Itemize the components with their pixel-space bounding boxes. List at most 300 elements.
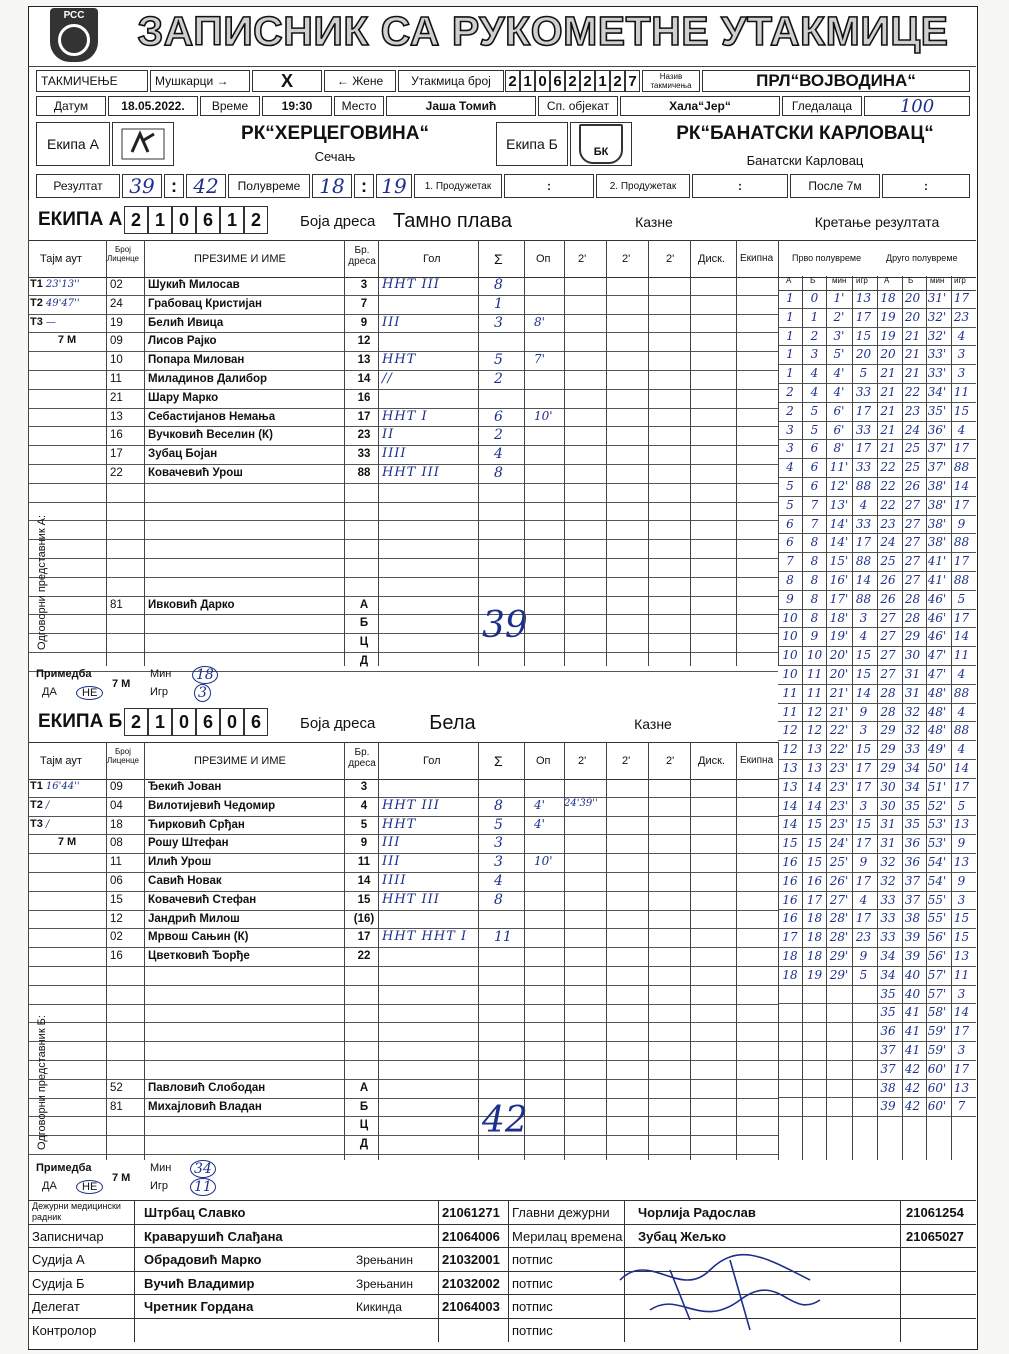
progress-second-cell: 48' — [927, 723, 947, 738]
progress-first-cell: 5 — [810, 403, 819, 418]
progress-second-cell: 31' — [927, 291, 947, 305]
progress-first-cell: 22' — [829, 723, 849, 738]
progress-second-cell: 13 — [953, 855, 970, 869]
progress-first-cell: 2 — [786, 403, 794, 418]
progress-second-cell: 47' — [927, 648, 947, 663]
progress-second-cell: 42 — [904, 1080, 921, 1095]
progress-first-cell: 20 — [855, 347, 872, 362]
progress-first-cell: 8 — [810, 610, 819, 625]
team-a-logo — [112, 122, 174, 166]
progress-second-cell: 37 — [880, 1061, 896, 1076]
progress-second-cell: 29 — [880, 761, 896, 775]
footer-label: Судија А — [32, 1252, 85, 1267]
progress-first-cell: 0 — [810, 291, 819, 305]
progress-first-cell: 19' — [829, 629, 849, 644]
progress-second-cell: 26 — [904, 479, 921, 493]
progress-second-cell: 88 — [953, 723, 970, 738]
progress-second-cell: 17 — [953, 610, 970, 625]
rss-logo — [50, 8, 98, 62]
player-goal-tally: HHT III — [382, 891, 440, 907]
progress-second-cell: 3 — [957, 366, 966, 381]
progress-first-cell: 13 — [855, 291, 872, 305]
progress-first-cell: 17 — [806, 892, 823, 907]
player-goal-tally: IIII — [382, 446, 407, 462]
player-goal-sum: 8 — [494, 891, 503, 908]
player-name: Грабовац Кристијан — [148, 297, 262, 310]
progress-first-cell: 14 — [855, 573, 872, 587]
progress-first-cell: 17 — [855, 309, 872, 324]
player-name: Шару Марко — [148, 391, 219, 404]
team_a-player-row — [28, 352, 778, 371]
progress-first-cell: 13 — [782, 779, 798, 794]
progress-second-cell: 14 — [953, 761, 970, 775]
player-goal-sum: 2 — [494, 371, 503, 387]
player-licence: 06 — [110, 875, 123, 887]
team-a-col-headers — [28, 240, 976, 278]
team_b-official-row — [28, 1099, 778, 1118]
footer-label2: потпис — [512, 1275, 553, 1291]
match-number-label: Утакмица број — [398, 70, 504, 92]
team-b-logo — [570, 122, 632, 166]
player-warning: 10' — [534, 854, 553, 869]
team-a-code: 2 1 0 6 1 2 — [124, 206, 268, 234]
progress-second-cell: 47' — [927, 667, 947, 681]
player-licence: 19 — [110, 316, 123, 329]
player-number: 5 — [360, 818, 368, 831]
progress-second-cell: 33 — [880, 930, 896, 945]
time-value: 19:30 — [262, 96, 332, 116]
progress-first-cell: 23' — [829, 817, 849, 832]
player-goal-sum: 8 — [494, 465, 503, 481]
official-role: Ц — [359, 1119, 369, 1132]
player-number: 3 — [360, 781, 368, 793]
progress-first-cell: 7 — [810, 516, 819, 531]
team_a-player-row — [28, 333, 778, 352]
progress-first-cell: 8' — [833, 441, 845, 456]
col-team: Екипна — [740, 253, 774, 264]
player-goal-sum: 1 — [494, 295, 503, 312]
progress-second-cell: 14 — [953, 629, 970, 644]
progress-second-cell: 35 — [880, 986, 896, 1001]
progress-second-cell: 36 — [904, 855, 921, 869]
footer-name: Вучић Владимир — [144, 1275, 255, 1291]
footer-row — [28, 1200, 976, 1225]
progress-second-cell: 24 — [904, 422, 921, 437]
player-name: Вилотијевић Чедомир — [148, 799, 276, 812]
progress-second-cell: 32 — [904, 704, 921, 719]
progress-first-cell: 14' — [829, 535, 849, 550]
progress-second-cell: 28 — [880, 685, 896, 700]
team-b-city: Банатски Карловац — [746, 153, 864, 168]
progress-second-cell: 57' — [927, 967, 947, 982]
progress-second-cell: 32' — [927, 328, 947, 343]
footer-city: Зрењанин — [356, 1276, 413, 1291]
progress-second-cell: 27 — [880, 629, 896, 644]
grid-vline — [648, 742, 649, 1160]
progress-first-cell: 25' — [829, 855, 849, 869]
progress-first-cell: 1 — [786, 309, 794, 324]
team-a-label: Екипа А — [36, 122, 110, 166]
player-number: 15 — [357, 893, 371, 906]
player-warning: 10' — [534, 408, 553, 423]
progress-second-cell: 28 — [880, 704, 896, 719]
grid-vline — [106, 240, 107, 666]
place-value: Јаша Томић — [386, 96, 536, 116]
player-number: 17 — [357, 931, 371, 944]
progress-first-cell: 12' — [829, 479, 849, 493]
footer-label2: Главни дежурни — [512, 1205, 610, 1220]
progress-first-cell: 28' — [829, 930, 849, 945]
women-label: ← Жене — [324, 70, 396, 92]
player-licence: 15 — [110, 893, 123, 906]
team_a-player-row — [28, 371, 778, 390]
competition-label: ТАКМИЧЕЊЕ — [36, 70, 148, 92]
progress-second-cell: 41 — [904, 1043, 921, 1057]
team_a-player-row — [28, 390, 778, 409]
progress-second-cell: 31 — [880, 836, 896, 851]
progress-second-cell: 11 — [953, 648, 970, 663]
team-b-dress-value: Бела — [429, 712, 476, 734]
grid-vline — [736, 240, 737, 666]
team-a-official-rep-label: Одговорни представник А: — [36, 514, 48, 650]
progress-second-cell: 46' — [927, 610, 947, 625]
progress-first-cell: 23' — [829, 779, 849, 794]
progress-first-cell: 88 — [855, 479, 872, 493]
player-name: Зубац Бојан — [148, 448, 218, 461]
col-two3: 2' — [666, 253, 675, 265]
progress-second-cell: 17 — [953, 554, 970, 569]
progress-second-cell: 17 — [953, 1024, 970, 1039]
progress-first-cell: 26' — [829, 873, 849, 888]
progress-second-cell: 17 — [953, 441, 970, 456]
progress-second-cell: 27 — [904, 554, 921, 569]
team-b-remark: Примедба ДА НЕ 7 М Мин Игр 34 11 — [30, 1160, 220, 1196]
progress-first-cell: 18 — [782, 967, 798, 982]
progress-first-cell: 14 — [855, 685, 872, 700]
footer-label: Судија Б — [32, 1275, 85, 1291]
progress-first-cell: 15 — [806, 836, 823, 851]
grid-vline — [606, 742, 607, 1160]
progress-first-cell: 18 — [806, 949, 823, 963]
team-a-remark: Примедба ДА НЕ 7 М Мин Игр 18 3 — [30, 666, 220, 702]
footer-name2: Чорлија Радослав — [638, 1205, 756, 1220]
progress-second-cell: 58' — [927, 1005, 947, 1020]
team-b-timeouts: T1 16'44'' T2 / T3 / 7 М — [30, 780, 80, 849]
team-a-dress-label: Боја дреса — [300, 213, 376, 230]
official-name: Ивковић Дарко — [148, 598, 235, 611]
progress-first-cell: 15 — [855, 817, 872, 832]
progress-second-cell: 31 — [880, 817, 896, 832]
player-goal-tally: HHT — [382, 352, 417, 368]
progress-first-cell: 15 — [806, 855, 823, 869]
player-goal-sum: 5 — [494, 352, 503, 369]
player-goal-sum: 6 — [494, 408, 503, 425]
progress-second-cell: 55' — [927, 911, 947, 926]
progress-second-cell: 35 — [904, 817, 921, 832]
footer-name: Штрбац Славко — [144, 1205, 246, 1220]
player-name: Савић Новак — [148, 875, 222, 887]
grid-vline — [524, 240, 525, 666]
player-warning: 4' — [534, 816, 545, 831]
progress-second-cell: 33' — [927, 366, 947, 381]
progress-first-cell: 6 — [786, 516, 794, 531]
team_a-official-row — [28, 597, 778, 616]
logo-text: РСС — [63, 10, 85, 21]
progress-second-cell: 27 — [904, 497, 921, 512]
progress-second-cell: 26 — [880, 591, 896, 606]
team-b-penalties-header: Казне — [634, 716, 672, 732]
progress-second-cell: 21 — [904, 347, 921, 362]
progress-first-cell: 12 — [782, 723, 798, 738]
progress-second-cell: 38' — [927, 535, 947, 550]
team-b-empty-row — [28, 1005, 778, 1024]
progress-second-cell: 5 — [957, 591, 966, 606]
grid-vline — [564, 742, 565, 1160]
progress-first-cell: 5 — [786, 497, 794, 512]
grid-vline — [902, 276, 903, 1160]
result-separator: : — [164, 174, 184, 198]
progress-second-cell: 55' — [927, 892, 947, 907]
progress-first-cell: 15 — [855, 648, 872, 663]
progress-first-cell: 12 — [806, 723, 823, 738]
progress-second-cell: 15 — [953, 930, 970, 945]
team_a-player-row — [28, 409, 778, 428]
date-value: 18.05.2022. — [108, 96, 198, 116]
footer-label: Контролор — [32, 1322, 97, 1338]
team-b-empty-row — [28, 967, 778, 986]
player-name: Јандрић Милош — [148, 912, 240, 925]
progress-first-cell: 29' — [829, 967, 849, 982]
player-goal-sum: 4 — [494, 873, 503, 889]
player-licence: 17 — [110, 448, 123, 461]
player-licence: 16 — [110, 429, 123, 442]
progress-second-cell: 29 — [880, 742, 896, 757]
footer-label2: потпис — [512, 1252, 553, 1267]
col-second-half: Друго полувреме — [886, 253, 958, 263]
progress-second-cell: 4 — [957, 704, 966, 719]
progress-first-cell: 17 — [855, 873, 872, 888]
progress-first-cell: 13 — [806, 761, 823, 775]
player-name: Ковачевић Стефан — [148, 893, 257, 906]
progress-second-cell: 14 — [953, 1005, 970, 1020]
player-name: Себастијанов Немања — [148, 410, 276, 423]
progress-second-cell: 39 — [880, 1099, 896, 1114]
team-a-empty-row — [28, 521, 778, 540]
player-number: 33 — [357, 448, 371, 461]
progress-first-cell: 17' — [829, 591, 849, 606]
player-licence: 02 — [110, 279, 123, 291]
progress-first-cell: 4 — [810, 385, 819, 399]
player-number: 12 — [357, 335, 371, 348]
player-licence: 04 — [110, 799, 123, 812]
grid-vline — [524, 742, 525, 1160]
grid-vline — [826, 276, 827, 1160]
progress-second-cell: 48' — [927, 685, 947, 700]
progress-first-cell: 17 — [855, 535, 872, 550]
team-a-empty-row — [28, 540, 778, 559]
player-name: Шукић Милосав — [148, 279, 240, 291]
progress-second-cell: 42 — [904, 1061, 921, 1076]
progress-second-cell: 46' — [927, 591, 947, 606]
player-licence: 22 — [110, 467, 123, 479]
footer-name: Обрадовић Марко — [144, 1252, 262, 1267]
footer-name2: Зубац Жељко — [638, 1228, 727, 1244]
footer-label2: Мерилац времена — [512, 1228, 623, 1244]
progress-second-cell: 37 — [904, 873, 921, 888]
progress-first-cell: 4' — [833, 366, 845, 381]
progress-second-cell: 18 — [880, 291, 896, 305]
team-a-penalties-header: Казне — [635, 214, 673, 230]
progress-second-cell: 27 — [904, 573, 921, 587]
progress-second-cell: 59' — [927, 1024, 947, 1039]
progress-first-cell: 4 — [810, 366, 819, 381]
col-licence: Број Лиценце — [106, 245, 140, 263]
progress-first-cell: 9 — [810, 629, 819, 644]
player-licence: 24 — [110, 297, 123, 310]
progress-second-cell: 34 — [880, 949, 896, 963]
progress-first-cell: 1 — [786, 347, 794, 362]
after7m-sep: : — [882, 174, 970, 198]
progress-second-cell: 34 — [880, 967, 896, 982]
progress-first-cell: 3 — [786, 422, 794, 437]
progress-second-cell: 32 — [880, 873, 896, 888]
progress-second-cell: 30 — [880, 798, 896, 813]
team-a-dress-value: Тамно плава — [392, 210, 513, 232]
progress-second-cell: 59' — [927, 1043, 947, 1057]
player-warning: 8' — [534, 314, 545, 329]
progress-first-cell: 18 — [782, 949, 798, 963]
official-name: Павловић Слободан — [148, 1081, 266, 1094]
team_b-player-row — [28, 835, 778, 854]
player-name: Ћирковић Срђан — [148, 818, 245, 831]
grid-vline — [478, 240, 479, 666]
progress-first-cell: 16 — [782, 892, 798, 907]
progress-second-cell: 36 — [904, 836, 921, 851]
team-a-empty-row — [28, 484, 778, 503]
player-two-min: 24'39'' — [564, 797, 598, 809]
progress-first-cell: 15 — [855, 742, 872, 757]
progress-second-cell: 37 — [904, 892, 921, 907]
player-goal-sum: 11 — [494, 929, 512, 946]
progress-first-cell: 88 — [855, 591, 872, 606]
progress-second-cell: 33 — [880, 911, 896, 926]
progress-first-cell: 5' — [833, 347, 845, 362]
progress-second-cell: 23 — [880, 516, 896, 531]
progress-second-cell: 9 — [957, 873, 966, 888]
progress-second-cell: 22 — [904, 385, 921, 399]
progress-first-cell: 2' — [833, 309, 845, 324]
player-goal-tally: HHT I — [382, 408, 428, 424]
grid-vline — [378, 742, 379, 1160]
progress-second-cell: 35 — [880, 1005, 896, 1020]
progress-second-cell: 25 — [880, 554, 896, 569]
player-goal-sum: 8 — [494, 797, 503, 814]
progress-second-cell: 13 — [953, 817, 970, 832]
team-b-official-rep-label: Одговорни представник Б: — [36, 1015, 48, 1150]
progress-second-cell: 34 — [904, 761, 921, 775]
player-name: Вучковић Веселин (К) — [148, 429, 273, 442]
team_a-player-row — [28, 465, 778, 484]
progress-first-cell: 9 — [859, 855, 868, 869]
progress-first-cell: 33 — [855, 422, 872, 437]
progress-first-cell: 27' — [829, 892, 849, 907]
player-goal-sum: 3 — [494, 835, 503, 852]
progress-second-cell: 31 — [904, 685, 921, 700]
footer-label2: потпис — [512, 1299, 553, 1314]
team_b-official-row — [28, 1080, 778, 1099]
official-role: Б — [359, 1100, 369, 1113]
footer-licence2: 21065027 — [906, 1228, 964, 1244]
progress-first-cell: 21' — [829, 704, 849, 719]
progress-first-cell: 16 — [806, 873, 823, 888]
progress-first-cell: 20' — [829, 667, 849, 681]
player-licence: 02 — [110, 931, 123, 944]
progress-second-cell: 15 — [953, 911, 970, 926]
team-b-empty-row — [28, 1023, 778, 1042]
men-label: Мушкарци → — [150, 70, 250, 92]
progress-first-cell: 9 — [786, 591, 794, 606]
grid-vline — [736, 742, 737, 1160]
progress-second-cell: 35' — [927, 403, 947, 418]
progress-first-cell: 15' — [829, 554, 849, 569]
progress-first-cell: 16 — [782, 855, 798, 869]
team-b-dress-label: Боја дреса — [300, 715, 376, 732]
team_a-official-row — [28, 634, 778, 653]
player-goal-tally: // — [382, 371, 393, 386]
place-label: Место — [334, 96, 384, 116]
grid-vline — [344, 240, 345, 666]
progress-second-cell: 32' — [927, 309, 947, 324]
progress-first-cell: 3' — [833, 328, 845, 343]
player-number: 3 — [360, 279, 368, 291]
progress-second-cell: 9 — [957, 516, 966, 531]
team-a-empty-row — [28, 503, 778, 522]
progress-second-cell: 39 — [904, 930, 921, 945]
col-first-half: Прво полувреме — [792, 253, 862, 263]
player-number: 23 — [357, 429, 371, 442]
grid-vline — [690, 240, 691, 666]
progress-second-cell: 17 — [953, 779, 970, 794]
progress-second-cell: 3 — [957, 986, 966, 1001]
progress-second-cell: 54' — [927, 873, 947, 888]
progress-second-cell: 19 — [880, 309, 896, 324]
official-licence: 81 — [110, 598, 123, 611]
venue-value: Хала“Јер“ — [620, 96, 780, 116]
men-mark: Х — [252, 70, 322, 92]
team-a-timeouts: T1 23'13'' T2 49'47'' T3 — 7 М — [30, 278, 80, 347]
progress-first-cell: 17 — [855, 403, 872, 418]
grid-vline — [564, 240, 565, 666]
progress-second-cell: 23 — [904, 403, 921, 418]
progress-first-cell: 4 — [859, 497, 868, 512]
player-warning: 4' — [534, 797, 545, 812]
grid-vline — [690, 742, 691, 1160]
progress-second-cell: 22 — [880, 479, 896, 493]
progress-first-cell: 13 — [806, 742, 823, 757]
progress-first-cell: 17 — [782, 930, 798, 945]
progress-second-cell: 30 — [904, 648, 921, 663]
player-licence: 16 — [110, 950, 123, 963]
progress-second-cell: 37' — [927, 460, 947, 475]
player-goal-sum: 8 — [494, 277, 503, 293]
progress-first-cell: 8 — [810, 535, 819, 550]
progress-first-cell: 6 — [810, 441, 819, 456]
grid-vline — [606, 240, 607, 666]
team-b-section-title: ЕКИПА Б — [38, 711, 123, 732]
progress-second-cell: 42 — [904, 1099, 921, 1114]
progress-second-cell: 27 — [880, 610, 896, 625]
player-licence: 11 — [110, 856, 122, 869]
